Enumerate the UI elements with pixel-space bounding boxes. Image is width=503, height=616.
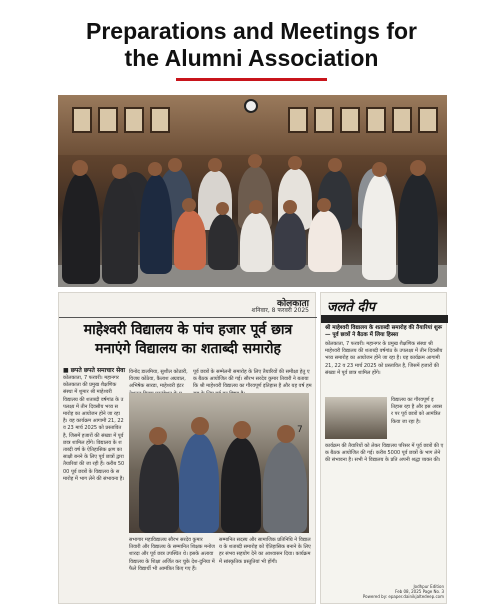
wall-portrait — [418, 107, 438, 133]
wall-portrait — [366, 107, 386, 133]
wall-portrait — [150, 107, 170, 133]
newspaper-photo — [129, 393, 309, 533]
person — [263, 441, 307, 533]
person — [398, 172, 438, 284]
wall-portrait — [98, 107, 118, 133]
article-column: कोलकाता, 7 फरवरी। महानगर के प्रमुख शैक्षणिक संस्था श्री माहेश्वरी विद्यालय की शताब्दी वर्षगांठ के उपलक्ष्य में तीन दिवसीय भव्य समारोह का आयोजन होने जा रहा है। यह कार्यक्रम आगामी 21, 22 व 23 मार्च 2025 को प्रस्तावित है, जिसमें हजारों की संख्या में पूर्व छात्र शामिल होंगे। — [325, 341, 443, 376]
head — [288, 156, 302, 170]
page-number: 7 — [297, 425, 303, 435]
article-column: सम्मानित सदस्य और सामाजिक प्रतिनिधि ने विद्यालय के शताब्दी समारोह को ऐतिहासिक बनाने के लिए हर संभव सहयोग देने का आश्वासन दिया। कार्यक्रम में सांस्कृतिक प्रस्तुतियां भी होंगी। — [219, 537, 311, 565]
newspaper-clipping-1 — [58, 292, 316, 604]
head — [182, 198, 196, 212]
head — [168, 158, 182, 172]
person — [362, 174, 396, 280]
wall-portrait — [72, 107, 92, 133]
wall-portrait — [314, 107, 334, 133]
headline-line1: माहेश्वरी विद्यालय के पांच हजार पूर्व छात्र — [83, 322, 293, 338]
wall-portrait — [392, 107, 412, 133]
head — [328, 158, 342, 172]
head — [317, 198, 331, 212]
head — [72, 160, 88, 176]
head — [208, 158, 222, 172]
masthead: जलते दीप — [327, 300, 376, 315]
head — [233, 421, 251, 439]
person — [102, 176, 138, 284]
head — [112, 164, 127, 179]
article-column: कोलकाता, 7 फरवरी। महानगर कोलकाता की प्रमुख शैक्षणिक संस्था में शुमार श्री माहेश्वरी विद्यालय की शताब्दी वर्षगांठ के उपलक्ष्य में तीन दिवसीय भव्य समारोह का आयोजन होने जा रहा है। यह कार्यक्रम आगामी 21, 22 व 23 मार्च 2025 को प्रस्तावित है, जिसमें हजारों की संख्या में पूर्व छात्र शामिल होंगे। विद्यालय के शताब्दी वर्ष के ऐतिहासिक क्षण का साक्षी बनने के लिए पूर्व छात्रों द्वारा तैयारियां की जा रही हैं। करीब 5000 पूर्व छात्रों के विद्यालय के समारोह में भाग लेने की संभावना है। — [63, 375, 125, 482]
head — [149, 427, 167, 445]
person — [274, 212, 306, 270]
page-title-line2: the Alumni Association — [124, 45, 379, 71]
person — [240, 212, 272, 272]
head — [372, 162, 387, 177]
article-column: विनोद डालमिया, सुशील कोठारी, विजय कोठेवा, कैलाश अग्रवाल, अभिषेक सारडा, माहेश्वरी इंटर — [129, 369, 188, 390]
head — [191, 417, 209, 435]
person — [221, 437, 261, 533]
wall-portrait — [288, 107, 308, 133]
article-column: पूर्व छात्रों के सम्मेलनी समारोह के लिए तैयारियों की समीक्षा हेतु एक बैठक आयोजित की गई। सौरभ सरदेव कुमार तिवारी ने बताया कि श्री माहेश्वरी विद्यालय का गौरवपूर्ण इतिहास है और यह वर्ष हम — [193, 369, 312, 390]
masthead-bar — [321, 315, 448, 323]
edition-footer — [325, 584, 444, 599]
page-title-line1: Preparations and Meetings for — [85, 18, 417, 44]
edition-date: Feb 08, 2025 Page No. 3 — [395, 589, 444, 594]
headline-line2: मनाएंगे विद्यालय का शताब्दी समारोह — [95, 341, 281, 357]
group-photo — [58, 95, 447, 287]
article-column: सभागार महाविद्यालय सौरभ सरदेव कुमार तिवारी और विद्यालय के सम्मानित शिक्षक मनोज शारदा और पूर्व छात्र उपस्थित थे। इसके अलावा विद्यालय के शिक्षा अर्जित कर चुके देश-दुनिया में फैले विद्यार्थी भी आमंत्रित किए गए हैं। — [129, 537, 215, 572]
headline — [65, 321, 311, 359]
city-label: कोलकाता — [276, 299, 309, 309]
head — [410, 160, 426, 176]
divider — [59, 317, 317, 318]
head — [248, 154, 262, 168]
person — [208, 214, 238, 270]
wall-portrait — [340, 107, 360, 133]
person — [174, 210, 206, 270]
wall-portrait — [124, 107, 144, 133]
alumni-group — [58, 150, 447, 287]
newspaper-photo — [325, 397, 387, 439]
edition-name: Jodhpur Edition — [413, 584, 444, 589]
person — [179, 433, 219, 533]
head — [249, 200, 263, 214]
person — [140, 174, 172, 274]
head — [216, 202, 229, 215]
edition-source: Powered by: epaper.dainikjaltedeep.com — [362, 594, 444, 599]
person — [308, 210, 342, 272]
head — [277, 425, 295, 443]
head — [283, 200, 297, 214]
wall-clock-icon — [244, 99, 258, 113]
title-underline — [176, 78, 327, 81]
newspaper-clipping-2 — [320, 292, 447, 604]
byline: ■ छपते छपते समाचार सेवा — [63, 367, 126, 374]
person — [139, 443, 179, 533]
dateline: शनिवार, 8 फरवरी 2025 — [251, 307, 309, 314]
headline: श्री माहेश्वरी विद्यालय के शताब्दी समारोह की तैयारियां शुरू — पूर्व छात्रों ने बैठक में लिया हिस्सा — [325, 325, 443, 338]
page-title — [0, 18, 503, 72]
head — [148, 162, 162, 176]
article-column: विद्यालय का गौरवपूर्ण इतिहास रहा है और इस अवसर पर पूर्व छात्रों को आमंत्रित किया जा रहा है। — [391, 397, 443, 425]
person — [62, 172, 100, 284]
article-column: कार्यक्रम की तैयारियों को लेकर विद्यालय परिसर में पूर्व छात्रों की एक बैठक आयोजित की गई। करीब 5000 पूर्व छात्रों के भाग लेने की संभावना है। सभी ने विद्यालय के प्रति अपनी श्रद्धा व्यक्त की। — [325, 443, 444, 464]
